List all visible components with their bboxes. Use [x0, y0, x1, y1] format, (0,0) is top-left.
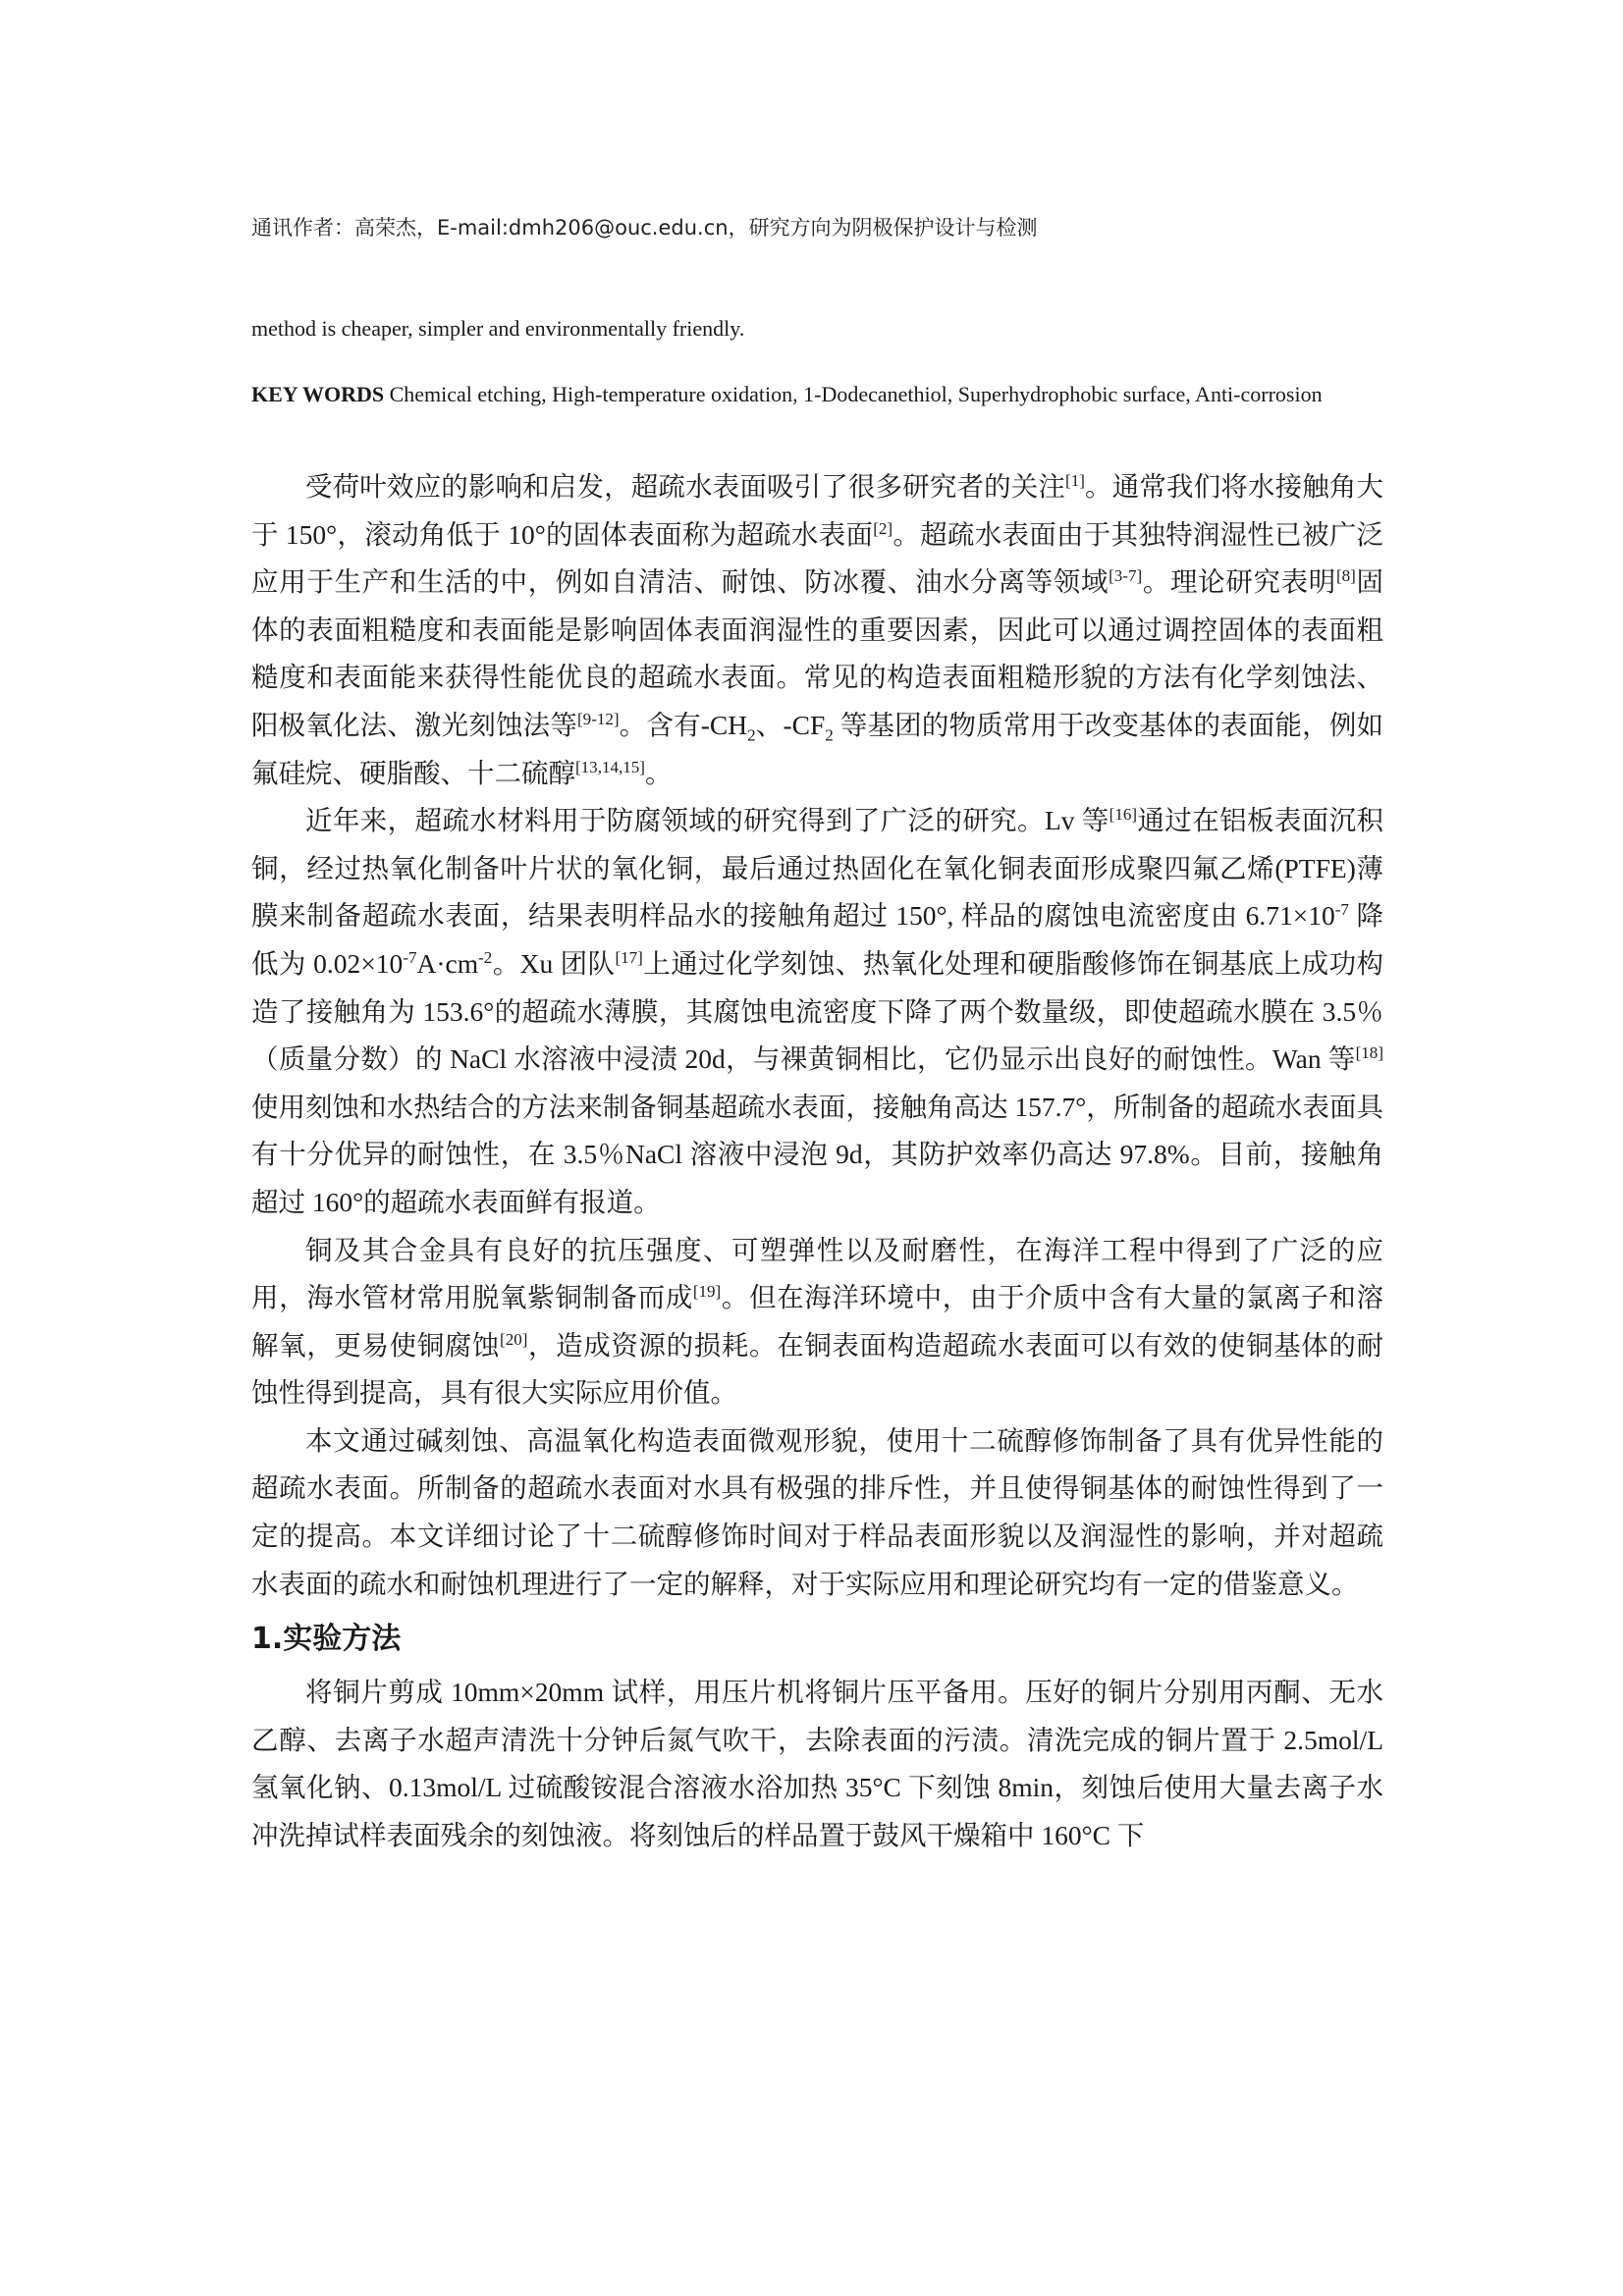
citation: [13,14,15]	[575, 757, 645, 776]
citation: [9-12]	[577, 709, 620, 728]
intro-paragraph-1: 受荷叶效应的影响和启发，超疏水表面吸引了很多研究者的关注[1]。通常我们将水接触角大于 150°，滚动角低于 10°的固体表面称为超疏水表面[2]。超疏水表面由于其独特润湿性已被广泛应用于生产和生活的中，例如自清洁、耐蚀、防冰覆、油水分离等领域[3-7]。理论研究表明[8]固体的表面粗糙度和表面能是影响固体表面润湿性的重要因素，因此可以通过调控固体的表面粗糙度和表面能来获得性能优良的超疏水表面。常见的构造表面粗糙形貌的方法有化学刻蚀法、阳极氧化法、激光刻蚀法等[9-12]。含有$-CH_2$、$-CF_2$ 等基团的物质常用于改变基体的表面能，例如氟硅烷、硬脂酸、十二硫醇[13,14,15]。	[251, 470, 1384, 788]
citation: [1]	[1065, 470, 1085, 490]
citation: [8]	[1335, 566, 1356, 586]
citation: [16]	[1109, 805, 1138, 824]
citation: [18]	[1355, 1042, 1383, 1062]
exponent: -2	[478, 947, 493, 967]
intro-paragraph-2: 近年来，超疏水材料用于防腐领域的研究得到了广泛的研究。Lv 等[16]通过在铝板表面沉积铜，经过热氧化制备叶片状的氧化铜，最后通过热固化在氧化铜表面形成聚四氟乙烯(PTFE)薄膜来制备超疏水表面，结果表明样品水的接触角超过 150°, 样品的腐蚀电流密度由 $6.71\times 10^{-7}$ 降低为 $0.02\times 10^{-7}A\cdot cm^{-2}$。Xu 团队[17]上通过化学刻蚀、热氧化处理和硬脂酸修饰在铜基底上成功构造了接触角为 153.6°的超疏水薄膜，其腐蚀电流密度下降了两个数量级，即使超疏水膜在 3.5％（质量分数）的 NaCl 水溶液中浸渍 20d，与裸黄铜相比，它仍显示出良好的耐蚀性。Wan 等[18]使用刻蚀和水热结合的方法来制备铜基超疏水表面，接触角高达 157.7°，所制备的超疏水表面具有十分优异的耐蚀性，在 3.5％NaCl 溶液中浸泡 9d，其防护效率仍高达 97.8%。目前，接触角超过 160°的超疏水表面鲜有报道。	[251, 805, 1384, 1217]
subscript: 2	[747, 725, 756, 745]
methods-paragraph-1: 将铜片剪成 10mm×20mm 试样，用压片机将铜片压平备用。压好的铜片分别用丙酮、无水乙醇、去离子水超声清洗十分钟后氮气吹干，去除表面的污渍。清洗完成的铜片置于 2.5mol/L 氢氧化钠、0.13mol/L 过硫酸铵混合溶液水浴加热 35°C 下刻蚀 8min，刻蚀后使用大量去离子水冲洗掉试样表面残余的刻蚀液。将刻蚀后的样品置于鼓风干燥箱中 160°C 下	[251, 1677, 1383, 1851]
citation: [19]	[692, 1281, 722, 1301]
citation: [2]	[873, 518, 893, 538]
exponent: -7	[403, 947, 417, 967]
intro-paragraph-4: 本文通过碱刻蚀、高温氧化构造表面微观形貌，使用十二硫醇修饰制备了具有优异性能的超疏水表面。所制备的超疏水表面对水具有极强的排斥性，并且使得铜基体的耐蚀性得到了一定的提高。本文详细讨论了十二硫醇修饰时间对于样品表面形貌以及润湿性的影响，并对超疏水表面的疏水和耐蚀机理进行了一定的解释，对于实际应用和理论研究均有一定的借鉴意义。	[251, 1424, 1383, 1599]
keywords-label: KEY WORDS	[251, 382, 385, 406]
body-text	[251, 463, 1383, 1860]
subscript: 2	[825, 725, 834, 745]
correspondence-footnote: 通讯作者：高荣杰，E-mail:dmh206@ouc.edu.cn，研究方向为阴极保护设计与检测	[251, 216, 1038, 240]
citation: [20]	[500, 1329, 528, 1349]
exponent: -7	[1334, 900, 1349, 920]
abstract-tail: method is cheaper, simpler and environmentally friendly.	[251, 316, 745, 341]
intro-paragraph-3: 铜及其合金具有良好的抗压强度、可塑弹性以及耐磨性，在海洋工程中得到了广泛的应用，海水管材常用脱氧紫铜制备而成[19]。但在海洋环境中，由于介质中含有大量的氯离子和溶解氧，更易使铜腐蚀[20]，造成资源的损耗。在铜表面构造超疏水表面可以有效的使铜基体的耐蚀性得到提高，具有很大实际应用价值。	[251, 1234, 1384, 1409]
keywords-text: Chemical etching, High-temperature oxidation, 1-Dodecanethiol, Superhydrophobic surface, Anti-corrosion	[389, 382, 1323, 406]
keywords-block	[251, 369, 1383, 420]
section-heading: 1.实验方法	[251, 1622, 402, 1657]
citation: [17]	[615, 947, 643, 967]
citation: [3-7]	[1109, 566, 1143, 586]
